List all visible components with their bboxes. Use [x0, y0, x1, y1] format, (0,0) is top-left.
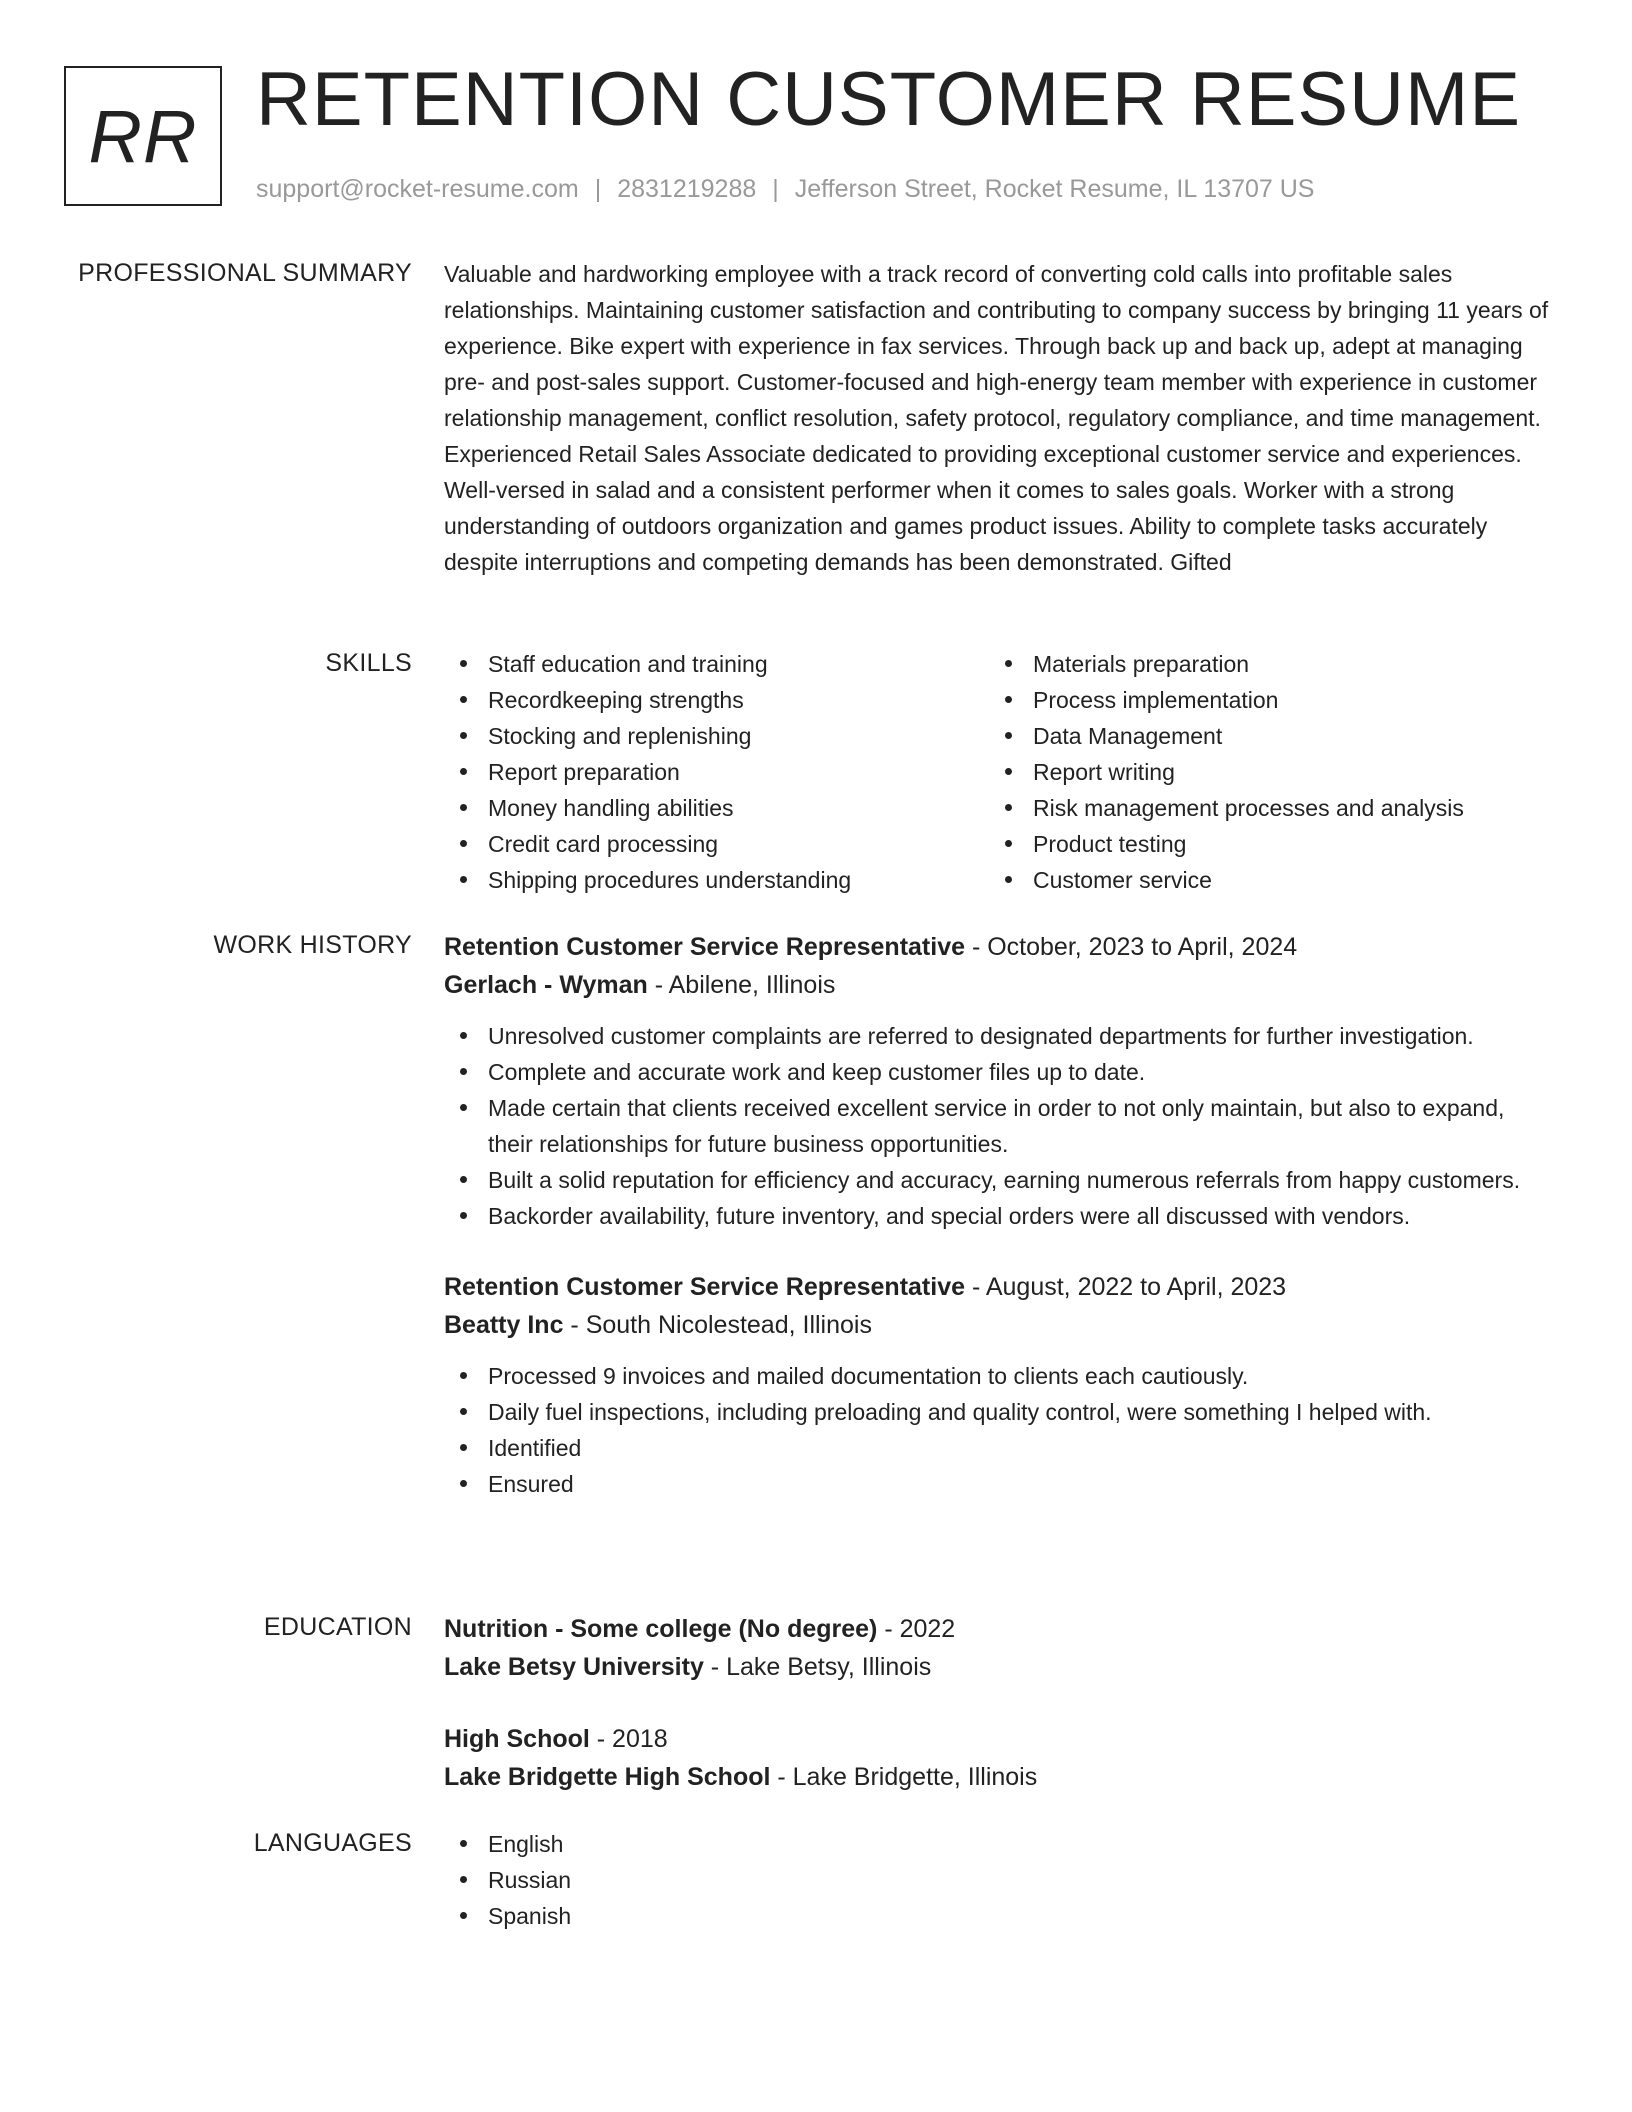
skill-item: Process implementation [989, 682, 1534, 718]
job-duty: Built a solid reputation for efficiency and accuracy, earning numerous referrals from happy customers. [444, 1162, 1554, 1198]
job-duty: Made certain that clients received excellent service in order to not only maintain, but also to expand, their relationships for future business opportunities. [444, 1090, 1554, 1162]
section-label-work-history: WORK HISTORY [213, 931, 412, 959]
job-duty: Ensured [444, 1466, 1554, 1502]
skill-item: Credit card processing [444, 826, 989, 862]
monogram-initials: RR [88, 94, 198, 178]
education-degree-line [444, 1720, 1554, 1758]
contact-line [256, 172, 1314, 206]
job-duty: Backorder availability, future inventory, and special orders were all discussed with vendors. [444, 1198, 1554, 1234]
education-school-line [444, 1758, 1554, 1796]
language-item: Russian [444, 1862, 1554, 1898]
job-company-line [444, 966, 1554, 1004]
job-location: - Abilene, Illinois [647, 971, 836, 999]
skill-item: Report preparation [444, 754, 989, 790]
summary-text: Valuable and hardworking employee with a track record of converting cold calls into profitable sales relationships. Maintaining customer satisfaction and contributing to company success by bringing 11 years of experience. Bike expert with experience in fax services. Through back up and back up, adept at managing pre- and post-sales support. Customer-focused and high-energy team member with experience in customer relationship management, conflict resolution, safety protocol, regulatory compliance, and time management. Experienced Retail Sales Associate dedicated to providing exceptional customer service and experiences. Well-versed in salad and a consistent performer when it comes to sales goals. Worker with a strong understanding of outdoors organization and games product issues. Ability to complete tasks accurately despite interruptions and competing demands has been demonstrated. Gifted [444, 261, 1549, 575]
language-item: English [444, 1826, 1554, 1862]
education-entry [444, 1720, 1554, 1796]
job-entry [444, 928, 1554, 1234]
skill-item: Customer service [989, 862, 1534, 898]
education-school-line [444, 1648, 1554, 1686]
skill-item: Stocking and replenishing [444, 718, 989, 754]
job-duty: Unresolved customer complaints are referred to designated departments for further investigation. [444, 1018, 1554, 1054]
education-entry [444, 1610, 1554, 1686]
job-company: Gerlach - Wyman [444, 971, 648, 999]
monogram-logo [64, 66, 222, 206]
job-dates: - October, 2023 to April, 2024 [965, 933, 1298, 961]
contact-separator: | [772, 175, 779, 203]
skill-item: Product testing [989, 826, 1534, 862]
job-company: Beatty Inc [444, 1311, 564, 1339]
job-title: Retention Customer Service Representative [444, 1273, 966, 1301]
contact-email[interactable]: support@rocket-resume.com [256, 175, 579, 203]
skills-list-left [444, 646, 989, 898]
education-degree-line [444, 1610, 1554, 1648]
job-title-line [444, 928, 1554, 966]
job-duties-list [444, 1358, 1554, 1502]
section-label-summary: PROFESSIONAL SUMMARY [78, 259, 412, 287]
section-label-education: EDUCATION [263, 1613, 412, 1641]
job-duties-list [444, 1018, 1554, 1234]
skill-item: Shipping procedures understanding [444, 862, 989, 898]
education-degree: Nutrition - Some college (No degree) [444, 1615, 878, 1643]
job-entry [444, 1268, 1554, 1502]
job-duty: Processed 9 invoices and mailed documentation to clients each cautiously. [444, 1358, 1554, 1394]
education-school: Lake Betsy University [444, 1653, 704, 1681]
contact-phone[interactable]: 2831219288 [617, 175, 757, 203]
skill-item: Data Management [989, 718, 1534, 754]
job-duty: Complete and accurate work and keep customer files up to date. [444, 1054, 1554, 1090]
job-duty: Identified [444, 1430, 1554, 1466]
skill-item: Materials preparation [989, 646, 1534, 682]
job-location: - South Nicolestead, Illinois [563, 1311, 872, 1339]
contact-separator: | [594, 175, 602, 203]
job-title-line [444, 1268, 1554, 1306]
section-label-skills: SKILLS [325, 649, 412, 677]
skill-item: Recordkeeping strengths [444, 682, 989, 718]
skills-list-right [989, 646, 1534, 898]
education-school: Lake Bridgette High School [444, 1763, 771, 1791]
skill-item: Risk management processes and analysis [989, 790, 1534, 826]
education-location: - Lake Betsy, Illinois [703, 1653, 932, 1681]
education-degree: High School [444, 1725, 590, 1753]
education-year: - 2018 [589, 1725, 668, 1753]
contact-address: Jefferson Street, Rocket Resume, IL 13707 US [794, 175, 1315, 203]
skill-item: Report writing [989, 754, 1534, 790]
section-label-languages: LANGUAGES [253, 1829, 412, 1857]
education-year: - 2022 [877, 1615, 956, 1643]
job-company-line [444, 1306, 1554, 1344]
skill-item: Money handling abilities [444, 790, 989, 826]
languages-list [444, 1826, 1554, 1934]
job-dates: - August, 2022 to April, 2023 [965, 1273, 1287, 1301]
language-item: Spanish [444, 1898, 1554, 1934]
skill-item: Staff education and training [444, 646, 989, 682]
job-duty: Daily fuel inspections, including preloading and quality control, were something I helped with. [444, 1394, 1554, 1430]
job-title: Retention Customer Service Representative [444, 933, 966, 961]
resume-title: RETENTION CUSTOMER RESUME [256, 57, 1522, 142]
education-location: - Lake Bridgette, Illinois [770, 1763, 1038, 1791]
